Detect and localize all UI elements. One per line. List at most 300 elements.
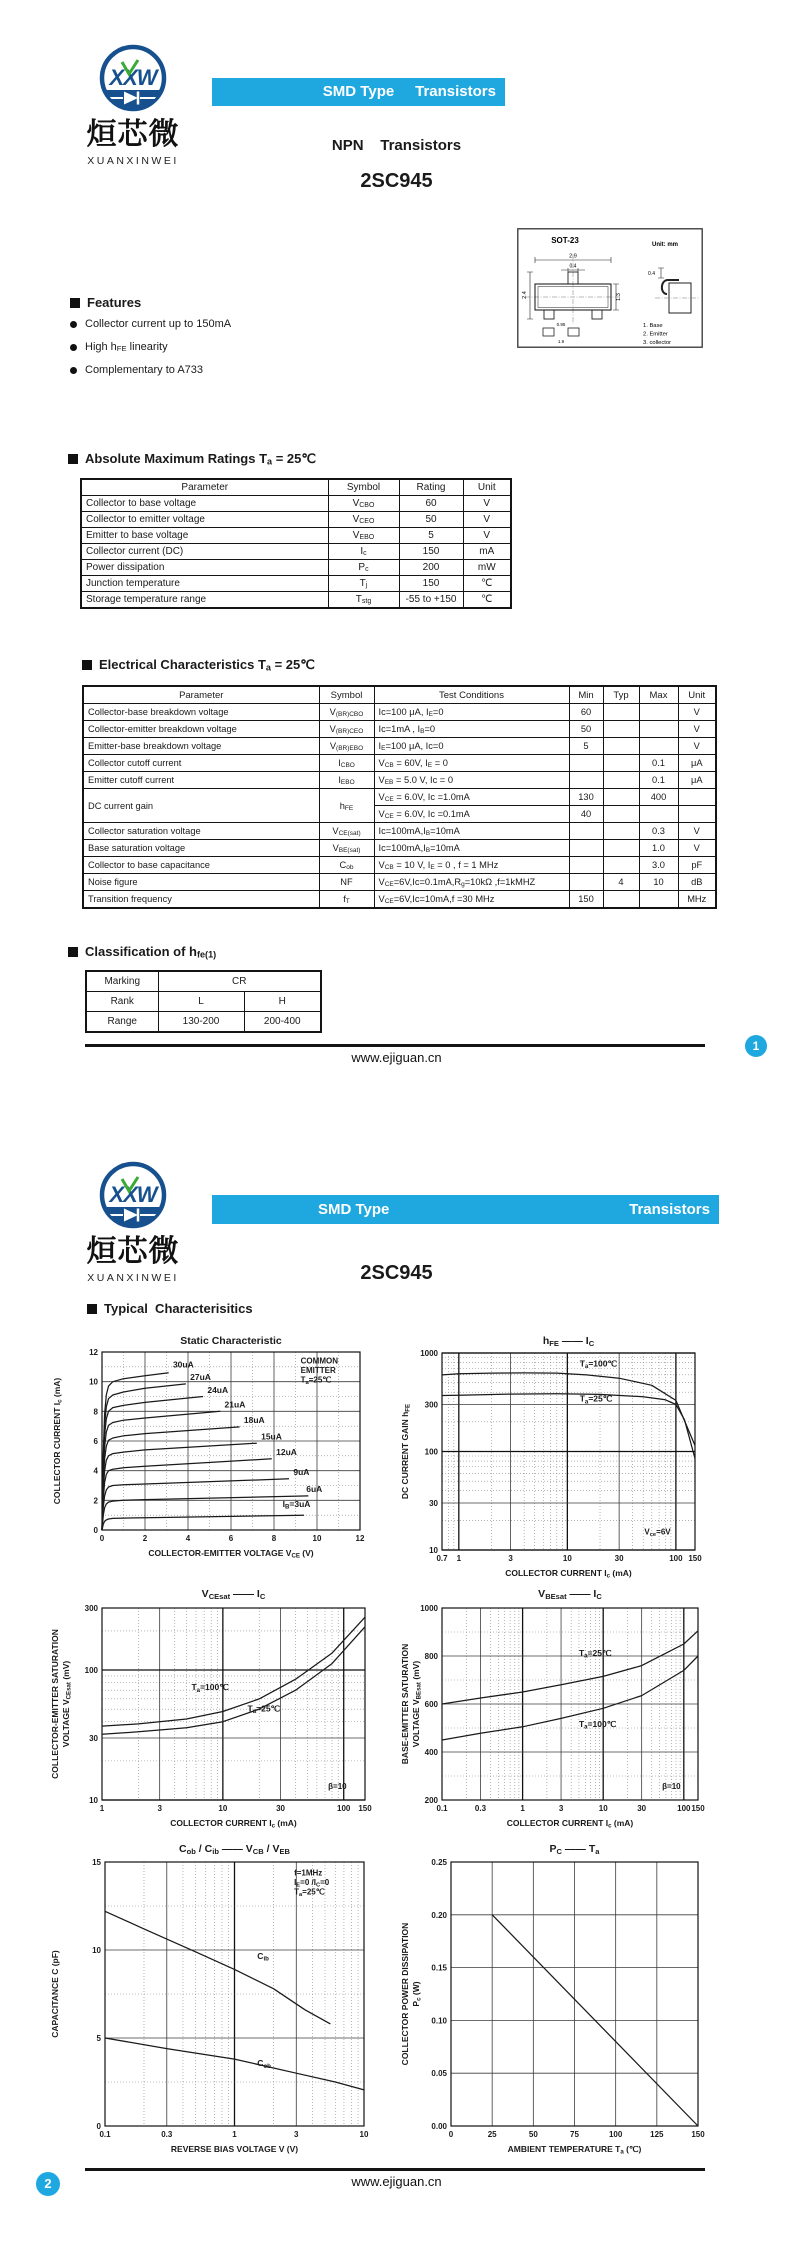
abs-max-heading-label: Absolute Maximum Ratings $T_a$ = 25℃: [85, 451, 316, 467]
svg-text:100: 100: [84, 1666, 98, 1676]
table-cell: [678, 806, 716, 823]
y-axis-label: COLLECTOR CURRENT $I_c$ (mA): [52, 1377, 64, 1505]
table-cell: [639, 891, 678, 909]
svg-text:25: 25: [487, 2130, 497, 2139]
chart-hfe-ic: [398, 1330, 728, 1578]
bullet-dot-icon: [70, 367, 77, 374]
svg-text:10: 10: [562, 1554, 572, 1563]
svg-text:2: 2: [142, 1534, 148, 1543]
footer-url-page2: www.ejiguan.cn: [351, 2174, 442, 2189]
logo-letters: XXW: [109, 1182, 157, 1207]
chart-note: $V_{ce}=6V$: [644, 1527, 671, 1538]
svg-text:100: 100: [677, 1804, 691, 1813]
series-label: $T_a=100℃$: [579, 1358, 618, 1371]
chart-svg-vcesat-ic: [48, 1583, 393, 1835]
series-label: $T_a=25℃$: [578, 1648, 612, 1660]
table-cell: H: [244, 992, 321, 1012]
svg-text:0.05: 0.05: [431, 2069, 447, 2079]
table-cell: $V_{CB} = 10$ V, $I_E = 0$ , f = 1 MHz: [374, 857, 569, 874]
table-cell: Parameter: [83, 686, 319, 704]
logo-chinese-name: 烜芯微: [86, 1235, 180, 1268]
x-axis-label: COLLECTOR CURRENT $I_c$ (mA): [170, 1818, 297, 1830]
table-cell: V: [678, 823, 716, 840]
svg-text:1: 1: [99, 1804, 105, 1813]
svg-text:50: 50: [528, 2130, 538, 2139]
chart-title: Static Characteristic: [180, 1335, 282, 1347]
table-cell: $C_{ob}$: [319, 857, 374, 874]
chart-vbesat-ic: [398, 1583, 728, 1835]
y-axis-label: VOLTAGE $V_{BEsat}$ (mV): [411, 1660, 423, 1748]
table-cell: V: [463, 496, 511, 512]
table-cell: Ic=1mA , $I_B=0$: [374, 721, 569, 738]
table-cell: Power dissipation: [81, 560, 328, 576]
classification-heading: [68, 944, 216, 959]
table-cell: $Ic=100mA,I_B=10mA$: [374, 823, 569, 840]
series-label: 21uA: [224, 1399, 246, 1410]
svg-text:10: 10: [429, 1546, 438, 1555]
chart-svg-pc-ta: [398, 1838, 728, 2162]
table-cell: 10: [639, 874, 678, 891]
typical-characteristics-label: Typical Characterisitics: [104, 1301, 253, 1316]
chart-static-characteristic: [50, 1330, 395, 1568]
table-cell: Collector saturation voltage: [83, 823, 319, 840]
footer-rule-page1: [85, 1044, 705, 1047]
table-cell: [639, 704, 678, 721]
table-cell: Collector to base voltage: [81, 496, 328, 512]
chart-title: $V_{BEsat}$ —— $I_C$: [538, 1588, 602, 1602]
dim-body-width: 2.9: [569, 253, 577, 260]
series-label: $T_a=25℃$: [247, 1703, 281, 1716]
chart-svg-cob-cib: [48, 1838, 393, 2162]
table-cell: Test Conditions: [374, 686, 569, 704]
chart-title: $h_{FE}$ —— $I_C$: [542, 1335, 595, 1349]
table-cell: [603, 755, 639, 772]
table-cell: [569, 874, 603, 891]
svg-text:30: 30: [89, 1733, 98, 1743]
svg-text:10: 10: [218, 1804, 228, 1813]
table-cell: 150: [399, 544, 463, 560]
svg-text:5: 5: [96, 2034, 101, 2043]
table-cell: 130-200: [158, 1012, 244, 1033]
svg-text:800: 800: [424, 1652, 438, 1661]
svg-text:30: 30: [429, 1499, 438, 1509]
table-cell: V: [678, 721, 716, 738]
table-cell: Unit: [463, 479, 511, 496]
banner-transistors: Transistors: [415, 83, 496, 100]
table-cell: 50: [399, 512, 463, 528]
table-cell: $V_{CBO}$: [328, 496, 399, 512]
y-axis-label: COLLECTOR POWER DISSIPATION: [400, 1922, 410, 2066]
table-cell: $f_T$: [319, 891, 374, 909]
table-cell: L: [158, 992, 244, 1012]
series-label: 18uA: [243, 1415, 265, 1426]
chart-cob-cib: [48, 1838, 393, 2162]
footer-rule-page2: [85, 2168, 705, 2171]
svg-text:150: 150: [358, 1804, 372, 1813]
svg-text:12: 12: [89, 1348, 98, 1357]
svg-text:8: 8: [271, 1534, 277, 1543]
table-cell: 50: [569, 721, 603, 738]
page-number-badge-1: 1: [745, 1035, 767, 1057]
series-ta-25c: [102, 1627, 365, 1735]
svg-text:75: 75: [570, 2130, 579, 2139]
table-cell: Collector-base breakdown voltage: [83, 704, 319, 721]
series-label: 6uA: [306, 1484, 323, 1495]
svg-text:0: 0: [96, 2122, 101, 2131]
svg-text:0.7: 0.7: [436, 1554, 448, 1563]
table-cell: Emitter cutoff current: [83, 772, 319, 789]
table-cell: $V_{CB} = 60V$, $I_E = 0$: [374, 755, 569, 772]
series-label: $T_a=100℃$: [191, 1682, 229, 1694]
table-cell: $I_{CBO}$: [319, 755, 374, 772]
chart-note: EMITTER: [300, 1366, 336, 1376]
table-cell: 0.3: [639, 823, 678, 840]
table-cell: ℃: [463, 576, 511, 592]
table-cell: Range: [86, 1012, 158, 1033]
dim-pad-pitch: 0.95: [556, 322, 566, 327]
logo-english-name: XUANXINWEI: [87, 1272, 179, 1284]
svg-text:30: 30: [276, 1804, 285, 1813]
table-cell: Ic=100 μA, $I_E=0$: [374, 704, 569, 721]
svg-text:150: 150: [688, 1554, 702, 1563]
table-cell: Collector cutoff current: [83, 755, 319, 772]
series-label: 12uA: [276, 1447, 297, 1458]
chart-title: $P_C$ —— $T_a$: [549, 1843, 600, 1857]
pin-legend-collector: 3. collector: [643, 340, 672, 346]
series-label: $T_a=100℃$: [578, 1718, 617, 1731]
table-cell: $T_j$: [328, 576, 399, 592]
table-cell: [569, 840, 603, 857]
table-cell: $Ic=100mA,I_B=10mA$: [374, 840, 569, 857]
table-cell: 40: [569, 806, 603, 823]
svg-text:10: 10: [89, 1377, 98, 1387]
logo-letters: XXW: [109, 65, 157, 90]
bullet-dot-icon: [70, 344, 77, 351]
square-bullet-icon: [68, 454, 78, 464]
svg-text:0.3: 0.3: [474, 1804, 487, 1813]
table-cell: $V_{CE} = 6.0V$, Ic =0.1mA: [374, 806, 569, 823]
series-label: 15uA: [261, 1431, 282, 1442]
table-cell: Parameter: [81, 479, 328, 496]
table-cell: V: [678, 738, 716, 755]
table-cell: 5: [569, 738, 603, 755]
table-cell: DC current gain: [83, 789, 319, 823]
footer-url-page1: www.ejiguan.cn: [351, 1050, 442, 1065]
svg-text:8: 8: [93, 1407, 98, 1417]
bullet-dot-icon: [70, 321, 77, 328]
table-cell: Symbol: [328, 479, 399, 496]
square-bullet-icon: [87, 1304, 97, 1314]
svg-text:10: 10: [312, 1534, 322, 1543]
pin-legend-emitter: 2. Emitter: [643, 331, 668, 338]
svg-text:10: 10: [598, 1804, 608, 1813]
pin-legend-base: 1. Base: [643, 323, 663, 329]
abs-max-heading: [68, 451, 316, 467]
table-cell: Collector current (DC): [81, 544, 328, 560]
svg-text:0.3: 0.3: [161, 2130, 173, 2139]
svg-text:12: 12: [355, 1534, 365, 1543]
table-cell: [603, 857, 639, 874]
series-label: 24uA: [207, 1384, 229, 1395]
chart-note: β=10: [328, 1781, 347, 1791]
svg-text:0: 0: [93, 1526, 98, 1535]
square-bullet-icon: [82, 660, 92, 670]
svg-text:150: 150: [691, 1804, 705, 1813]
feature-item: [70, 318, 231, 330]
series-ib-18ua: [102, 1427, 240, 1530]
svg-text:150: 150: [691, 2130, 705, 2139]
company-logo: [78, 40, 188, 170]
feature-text: Complementary to A733: [85, 364, 204, 376]
feature-item: [70, 341, 231, 353]
table-cell: [603, 823, 639, 840]
elec-heading: [82, 657, 315, 673]
table-cell: [603, 789, 639, 806]
table-cell: Junction temperature: [81, 576, 328, 592]
header-banner-page2: [212, 1195, 719, 1224]
table-cell: Base saturation voltage: [83, 840, 319, 857]
x-axis-label: COLLECTOR CURRENT $I_c$ (mA): [505, 1568, 632, 1578]
package-name: SOT-23: [551, 236, 579, 245]
svg-text:15: 15: [92, 1858, 101, 1867]
table-cell: Min: [569, 686, 603, 704]
table-cell: $I_{EBO}$: [319, 772, 374, 789]
table-cell: 200: [399, 560, 463, 576]
elec-table: [82, 685, 717, 909]
table-cell: $V_{CE}=6V,Ic=0.1mA,R_g=10k\Omega$ ,f=1kMHZ: [374, 874, 569, 891]
table-cell: Collector to emitter voltage: [81, 512, 328, 528]
table-cell: mA: [463, 544, 511, 560]
table-cell: 1.0: [639, 840, 678, 857]
svg-text:30: 30: [614, 1554, 624, 1563]
svg-text:0.10: 0.10: [431, 2016, 447, 2026]
square-bullet-icon: [70, 298, 80, 308]
svg-text:30: 30: [637, 1804, 647, 1813]
table-cell: Noise figure: [83, 874, 319, 891]
typical-characteristics-heading: [87, 1301, 253, 1316]
table-cell: V: [463, 512, 511, 528]
svg-text:0.15: 0.15: [431, 1963, 447, 1973]
series-ta-100c: [442, 1373, 695, 1446]
svg-text:125: 125: [650, 2130, 664, 2139]
table-cell: 150: [399, 576, 463, 592]
table-cell: [603, 772, 639, 789]
table-cell: 4: [603, 874, 639, 891]
table-cell: [603, 806, 639, 823]
table-cell: [603, 704, 639, 721]
svg-text:10: 10: [359, 2130, 369, 2139]
feature-item: [70, 364, 231, 376]
table-cell: 400: [639, 789, 678, 806]
svg-text:1: 1: [232, 2130, 237, 2139]
chart-note: COMMON: [300, 1356, 338, 1366]
table-cell: mW: [463, 560, 511, 576]
table-cell: [639, 721, 678, 738]
svg-text:400: 400: [424, 1748, 438, 1757]
svg-text:0.25: 0.25: [431, 1858, 447, 1867]
banner-smd-type: SMD Type: [322, 83, 395, 100]
chart-svg-vbesat-ic: [398, 1583, 728, 1835]
table-cell: [569, 823, 603, 840]
svg-text:3: 3: [294, 2130, 299, 2139]
series-label: 9uA: [293, 1467, 310, 1478]
svg-text:3: 3: [157, 1804, 162, 1813]
svg-text:300: 300: [424, 1400, 438, 1410]
table-cell: MHz: [678, 891, 716, 909]
part-number-page1: 2SC945: [360, 170, 433, 192]
y-axis-label: DC CURRENT GAIN $h_{FE}$: [400, 1403, 412, 1500]
table-cell: [569, 755, 603, 772]
table-cell: $P_c$: [328, 560, 399, 576]
company-logo: [78, 1157, 188, 1287]
abs-max-table: [80, 478, 512, 609]
x-axis-label: REVERSE BIAS VOLTAGE V (V): [170, 2144, 299, 2154]
table-cell: -55 to +150: [399, 592, 463, 609]
chart-svg-hfe-ic: [398, 1330, 728, 1578]
logo-chinese-name: 烜芯微: [86, 118, 180, 151]
chart-pc-ta: [398, 1838, 728, 2162]
svg-text:10: 10: [89, 1796, 98, 1805]
svg-text:4: 4: [93, 1466, 98, 1476]
svg-text:6: 6: [93, 1437, 98, 1446]
svg-text:10: 10: [92, 1946, 101, 1955]
svg-text:1: 1: [520, 1804, 525, 1813]
table-cell: NF: [319, 874, 374, 891]
series-label: 27uA: [190, 1372, 211, 1383]
table-cell: 60: [569, 704, 603, 721]
series-ib-9ua: [102, 1479, 289, 1530]
chart-note: $T_a=25℃$: [294, 1887, 325, 1898]
table-cell: 3.0: [639, 857, 678, 874]
package-unit-label: Unit: mm: [652, 242, 678, 248]
logo-english-name: XUANXINWEI: [87, 155, 179, 167]
table-cell: 5: [399, 528, 463, 544]
series-ta-100c: [102, 1617, 365, 1726]
svg-text:100: 100: [608, 2130, 623, 2139]
chart-note: f=1MHz: [294, 1868, 323, 1878]
table-cell: Typ: [603, 686, 639, 704]
classification-heading-label: Classification of $h_{fe(1)}$: [85, 944, 217, 960]
table-cell: V: [463, 528, 511, 544]
feature-text: High $h_{FE}$ linearity: [85, 341, 168, 354]
package-drawing: [517, 228, 703, 348]
table-cell: $I_E=100$ μA, Ic=0: [374, 738, 569, 755]
square-bullet-icon: [68, 947, 78, 957]
chart-note: β=10: [662, 1781, 681, 1791]
chart-svg-static-characteristic: [50, 1330, 395, 1568]
table-cell: 200-400: [244, 1012, 321, 1033]
table-cell: μA: [678, 755, 716, 772]
table-cell: Collector-emitter breakdown voltage: [83, 721, 319, 738]
electrical-characteristics-table: [82, 685, 717, 909]
chart-title: $C_{ob} / C_{ib}$ —— $V_{CB} / V_{EB}$: [179, 1843, 290, 1857]
table-cell: pF: [678, 857, 716, 874]
table-cell: $h_{FE}$: [319, 789, 374, 823]
svg-text:2: 2: [93, 1496, 98, 1506]
x-axis-label: AMBIENT TEMPERATURE $T_a$ (℃): [507, 2144, 642, 2156]
svg-text:3: 3: [508, 1554, 513, 1563]
series-label: $C_{ob}$: [257, 2058, 271, 2070]
y-axis-label: VOLTAGE $V_{CEsat}$ (mV): [61, 1660, 73, 1748]
svg-text:200: 200: [424, 1796, 438, 1805]
y-axis-label: CAPACITANCE C (pF): [50, 1950, 60, 2038]
dim-total-height: 2.4: [522, 291, 528, 299]
series-ib-27ua: [102, 1384, 186, 1530]
dim-side-lead: 0.4: [648, 271, 655, 277]
chart-title: $V_{CEsat}$ —— $I_C$: [201, 1588, 266, 1602]
table-cell: [678, 789, 716, 806]
elec-heading-label: Electrical Characteristics $T_a$ = 25℃: [99, 657, 315, 673]
svg-text:0.20: 0.20: [431, 1910, 447, 1920]
table-cell: $V_{(BR)EBO}$: [319, 738, 374, 755]
y-axis-label: COLLECTOR-EMITTER SATURATION: [50, 1629, 60, 1779]
series-ta-25c: [442, 1394, 695, 1459]
table-cell: $T_{stg}$: [328, 592, 399, 609]
page-number-badge-2: 2: [36, 2172, 60, 2196]
table-cell: Max: [639, 686, 678, 704]
svg-text:100: 100: [424, 1447, 438, 1457]
table-cell: 150: [569, 891, 603, 909]
dim-pad-span: 1.9: [557, 339, 565, 344]
series-label: $I_B=3uA$: [282, 1499, 311, 1511]
table-cell: μA: [678, 772, 716, 789]
table-cell: [603, 738, 639, 755]
table-cell: $I_c$: [328, 544, 399, 560]
table-cell: dB: [678, 874, 716, 891]
svg-text:0.1: 0.1: [436, 1804, 448, 1813]
banner-transistors: Transistors: [629, 1201, 710, 1218]
table-cell: ℃: [463, 592, 511, 609]
svg-text:0.1: 0.1: [99, 2130, 111, 2139]
table-cell: $V_{CEO}$: [328, 512, 399, 528]
table-cell: [639, 738, 678, 755]
table-cell: V: [678, 704, 716, 721]
table-cell: Unit: [678, 686, 716, 704]
svg-text:0: 0: [99, 1534, 105, 1543]
table-cell: [603, 721, 639, 738]
table-cell: $V_{EB} = 5.0$ V, Ic = 0: [374, 772, 569, 789]
table-cell: $V_{(BR)CBO}$: [319, 704, 374, 721]
table-cell: Rank: [86, 992, 158, 1012]
table-cell: Storage temperature range: [81, 592, 328, 609]
table-cell: $V_{CE} = 6.0V$, Ic =1.0mA: [374, 789, 569, 806]
svg-text:1000: 1000: [420, 1349, 438, 1358]
x-axis-label: COLLECTOR-EMITTER VOLTAGE $V_{CE}$ (V): [148, 1548, 314, 1560]
table-cell: Rating: [399, 479, 463, 496]
table-cell: Transition frequency: [83, 891, 319, 909]
svg-text:100: 100: [669, 1554, 683, 1563]
classification-table: [85, 970, 322, 1033]
table-cell: Symbol: [319, 686, 374, 704]
svg-text:600: 600: [424, 1700, 438, 1709]
svg-text:6: 6: [228, 1534, 234, 1543]
chart-vcesat-ic: [48, 1583, 393, 1835]
svg-text:4: 4: [185, 1534, 191, 1543]
table-cell: $V_{(BR)CEO}$: [319, 721, 374, 738]
dim-lead-width: 0.4: [569, 263, 577, 270]
table-cell: $V_{EBO}$: [328, 528, 399, 544]
chart-note: $T_a=25℃$: [300, 1375, 332, 1387]
table-cell: Emitter-base breakdown voltage: [83, 738, 319, 755]
chart-note: $I_E=0$ $/I_C=0$: [294, 1877, 330, 1889]
table-cell: V: [678, 840, 716, 857]
classification-table: [85, 970, 322, 1033]
svg-text:300: 300: [84, 1604, 98, 1613]
feature-text: Collector current up to 150mA: [85, 318, 232, 330]
svg-text:100: 100: [337, 1804, 351, 1813]
table-cell: [603, 840, 639, 857]
table-cell: $V_{BE(sat)}$: [319, 840, 374, 857]
